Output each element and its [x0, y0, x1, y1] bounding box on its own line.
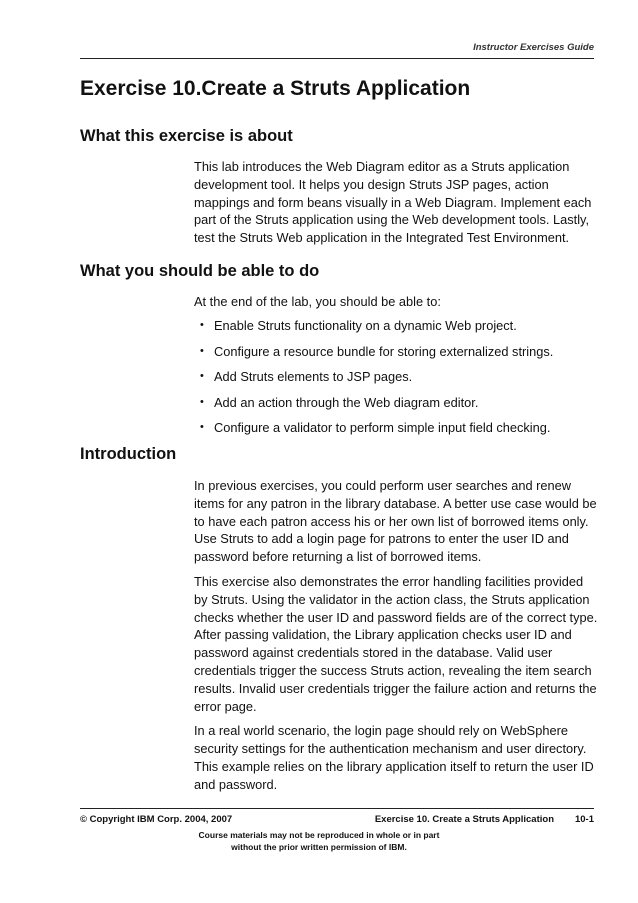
objectives-list [200, 317, 600, 445]
introduction-text-block [194, 477, 600, 801]
objectives-intro-block [194, 293, 600, 311]
footer-exercise-title: Exercise 10. Create a Struts Application [374, 814, 554, 825]
page-header [80, 42, 594, 59]
list-item: • Add Struts elements to JSP pages. [200, 368, 600, 394]
page-footer [80, 808, 594, 830]
footer-notice-line: Course materials may not be reproduced in whole or in part [198, 830, 440, 840]
introduction-paragraph: This exercise also demonstrates the error handling facilities provided by Struts. Using the validator in the action class, the Struts application checks whether the user ID and password fields are of the correct type. After passing validation, the Library application checks user ID and password against credentials stored in the database. Valid user credentials trigger the success Struts action, revealing the item search results. Invalid user credentials trigger the failure action and returns the error page. [194, 573, 598, 714]
list-item: • Enable Struts functionality on a dynamic Web project. [200, 317, 600, 343]
footer-notice [0, 830, 638, 853]
footer-notice-line: without the prior written permission of IBM. [231, 841, 407, 852]
section-heading-introduction: Introduction [80, 445, 177, 463]
document-title: Exercise 10.Create a Struts Application [80, 77, 471, 100]
objectives-intro: At the end of the lab, you should be able to: [194, 294, 441, 309]
list-item: • Configure a resource bundle for storing externalized strings. [200, 343, 600, 369]
introduction-paragraph: In a real world scenario, the login page should rely on WebSphere security settings for the authentication mechanism and user directory. This example relies on the library application itself to return the user ID and password. [194, 723, 594, 792]
list-item: • Add an action through the Web diagram editor. [200, 394, 600, 420]
section-heading-objectives: What you should be able to do [80, 262, 320, 280]
about-text-block [194, 158, 600, 247]
introduction-paragraph: In previous exercises, you could perform user searches and renew items for any patron in the library database. A better use case would be to have each patron access his or her own list of borrowed items only. Use Struts to add a login page for patrons to enter the user ID and password before returning a list of borrowed items. [194, 478, 597, 565]
about-paragraph: This lab introduces the Web Diagram editor as a Struts application development tool. It helps you design Struts JSP pages, action mappings and form beans visually in a Web Diagram. Implement each part of the Struts application using the Web development tools. Lastly, test the Struts Web application in the Integrated Test Environment. [194, 159, 592, 246]
footer-page-number: 10-1 [574, 814, 594, 825]
header-guide-name: Instructor Exercises Guide [473, 42, 594, 53]
section-heading-about: What this exercise is about [80, 127, 293, 145]
footer-copyright: © Copyright IBM Corp. 2004, 2007 [80, 814, 233, 825]
list-item: • Configure a validator to perform simple input field checking. [200, 419, 600, 445]
